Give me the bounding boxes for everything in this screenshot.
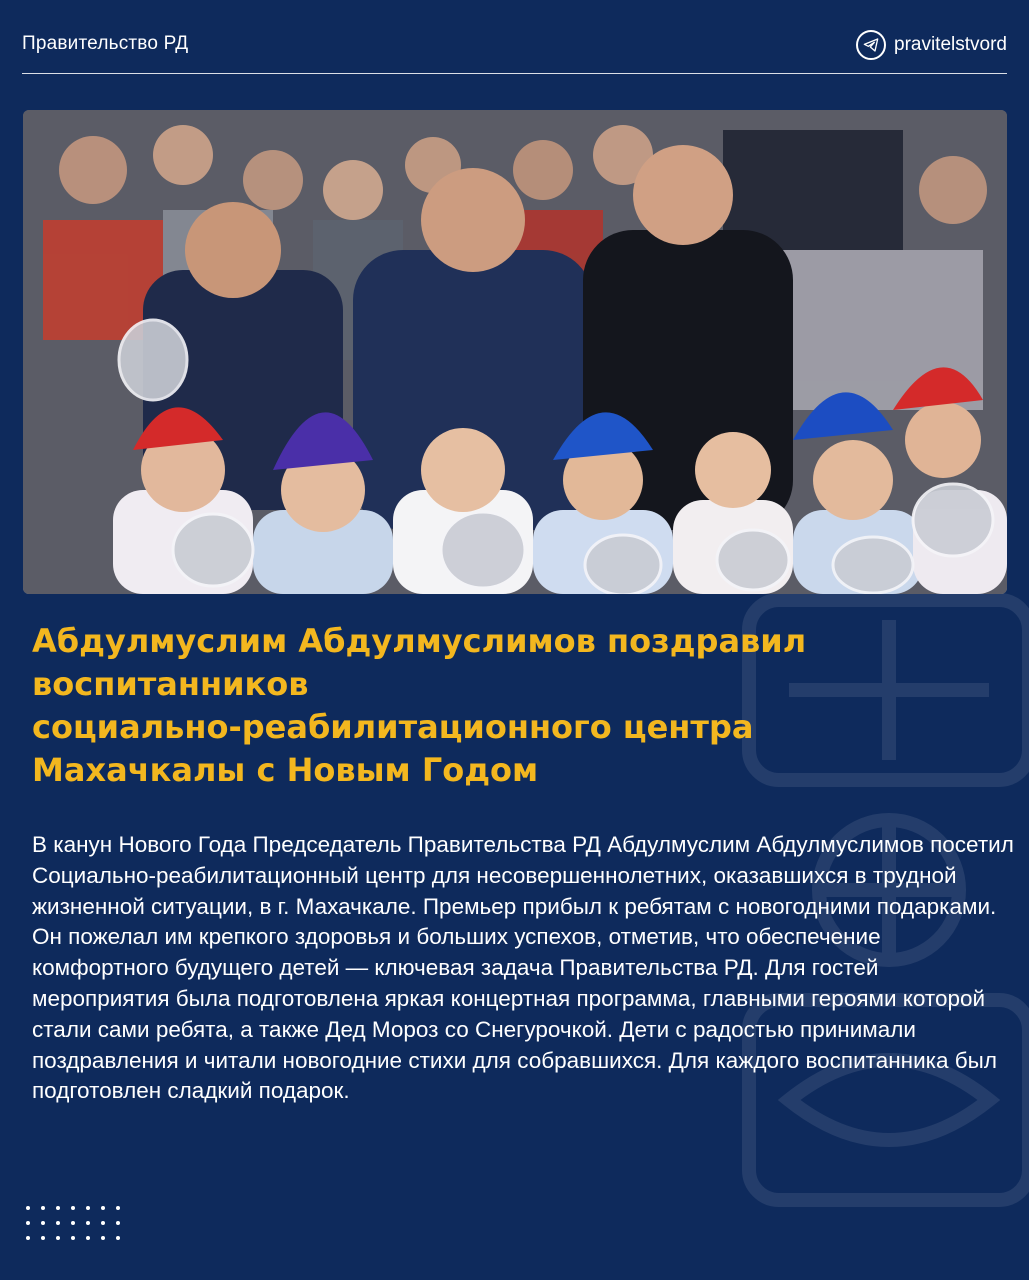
telegram-icon — [856, 30, 886, 60]
channel-name: pravitelstvord — [894, 34, 1007, 55]
channel-link[interactable] — [856, 30, 1007, 60]
news-photo — [23, 110, 1007, 594]
brand-name: Правительство РД — [22, 33, 189, 54]
article-body: В канун Нового Года Председатель Правительства РД Абдулмуслим Абдулмуслимов посетил Социально-реабилитационный центр для несовершеннолетних, оказавшихся в трудной жизненной ситуации, в г. Махачкале. Премьер прибыл к ребятам с новогодними подарками. Он пожелал им крепкого здоровья и больших успехов, отметив, что обеспечение комфортного будущего детей — ключевая задача Правительства РД. Для гостей мероприятия была подготовлена яркая концертная программа, главными героями которой стали сами ребята, а также Дед Мороз со Снегурочкой. Дети с радостью принимали поздравления и читали новогодние стихи для собравшихся. Для каждого воспитанника был подготовлен сладкий подарок. — [32, 832, 1014, 1104]
decorative-dots — [26, 1206, 120, 1240]
article-headline: Абдулмуслим Абдулмуслимов поздравил воспитанников социально-реабилитационного центра Махачкалы с Новым Годом — [32, 622, 807, 789]
header — [22, 28, 1007, 74]
